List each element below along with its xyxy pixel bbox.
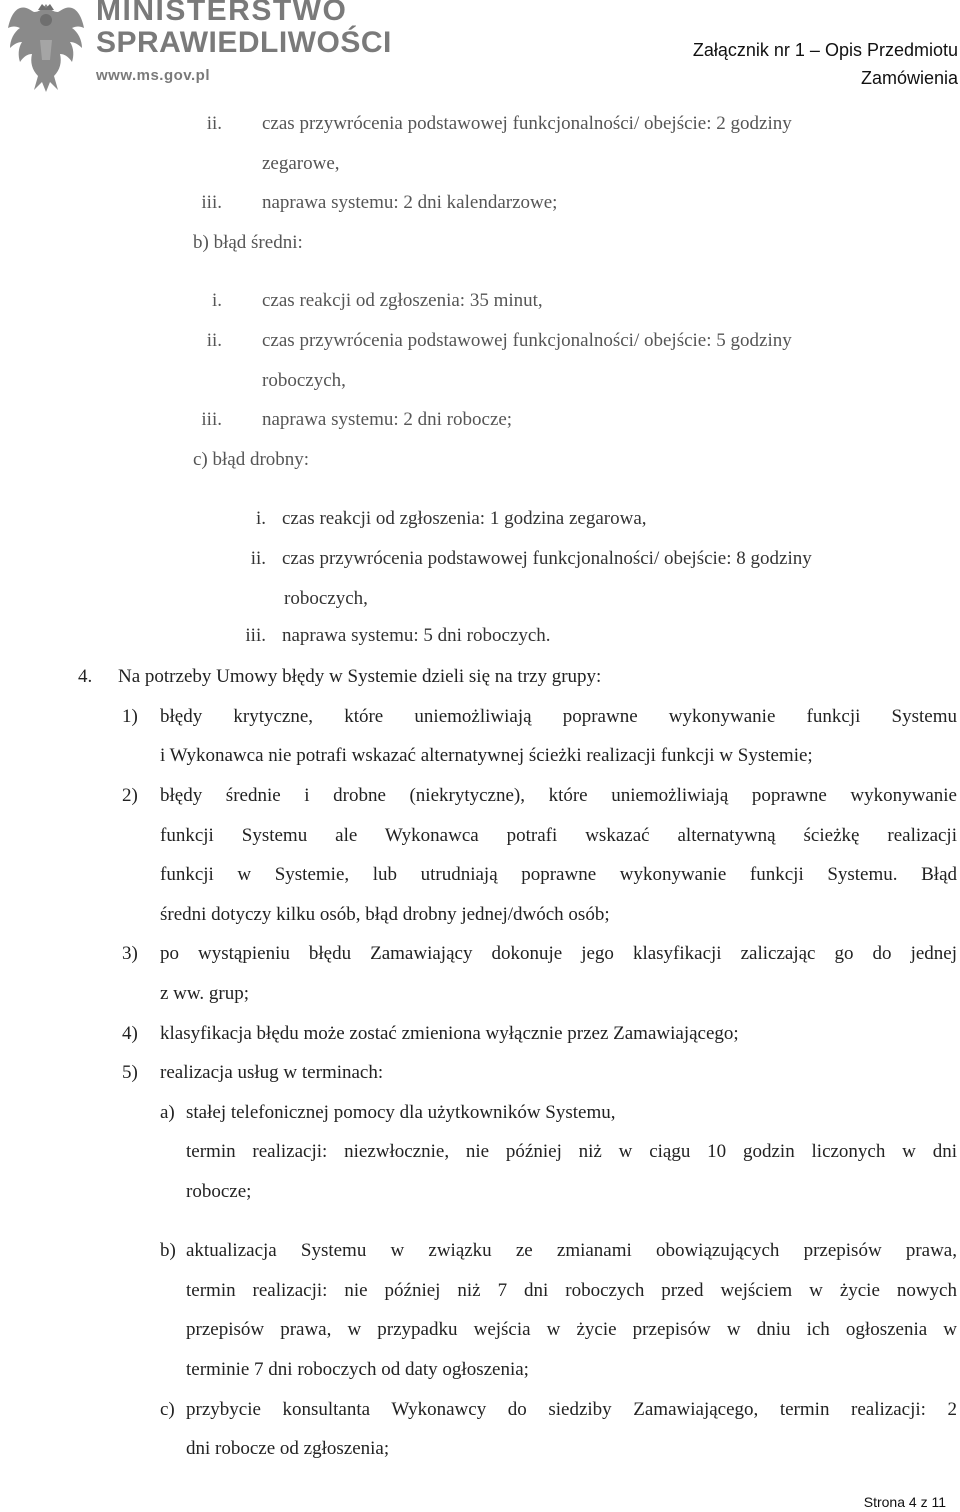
list-item-text: funkcji w Systemie, lub utrudniają poprawne wykonywanie funkcji Systemu. Błąd <box>160 864 957 885</box>
list-item-text: i Wykonawca nie potrafi wskazać alternatywnej ścieżki realizacji funkcji w Systemie; <box>160 745 813 766</box>
sublist-item-text: aktualizacja Systemu w związku ze zmianami obowiązujących przepisów prawa, <box>186 1240 957 1261</box>
list-number: i. <box>255 508 266 529</box>
sublist-item-text: przepisów prawa, w przypadku wejścia w życie przepisów w dniu ich ogłoszenia w <box>186 1319 957 1340</box>
sublist-item-text: terminie 7 dni roboczych od daty ogłoszenia; <box>186 1359 529 1380</box>
list-item-text: czas przywrócenia podstawowej funkcjonalności/ obejście: 5 godziny <box>262 330 792 351</box>
list-item-text: roboczych, <box>262 370 346 391</box>
list-item-text: czas przywrócenia podstawowej funkcjonalności/ obejście: 2 godziny <box>262 113 792 134</box>
list-number: i. <box>211 290 222 311</box>
list-item-text: naprawa systemu: 5 dni roboczych. <box>282 625 551 646</box>
list-item-text: średni dotyczy kilku osób, błąd drobny jednej/dwóch osób; <box>160 904 610 925</box>
sublist-letter: c) <box>160 1399 175 1420</box>
list-number: iii. <box>201 409 222 430</box>
list-number: ii. <box>206 330 222 351</box>
list-item-text: funkcji Systemu ale Wykonawca potrafi wskazać alternatywną ścieżkę realizacji <box>160 825 957 846</box>
list-item-text: z ww. grup; <box>160 983 249 1004</box>
list-item-text: czas reakcji od zgłoszenia: 35 minut, <box>262 290 543 311</box>
document-title-line2: Zamówienia <box>860 68 958 88</box>
document-title <box>658 36 958 92</box>
list-item-text: naprawa systemu: 2 dni kalendarzowe; <box>262 192 558 213</box>
sublist-letter: a) <box>160 1102 175 1123</box>
sublist-item-text: termin realizacji: niezwłocznie, nie później niż w ciągu 10 godzin liczonych w dni <box>186 1141 957 1162</box>
ministry-name-line1: MINISTERSTWO <box>96 0 348 27</box>
list-item-text: roboczych, <box>284 588 368 609</box>
section-intro: Na potrzeby Umowy błędy w Systemie dzieli się na trzy grupy: <box>118 666 602 687</box>
list-number: 4) <box>122 1023 138 1044</box>
sublist-item-text: robocze; <box>186 1181 252 1202</box>
list-number: ii. <box>206 113 222 134</box>
list-item-text: naprawa systemu: 2 dni robocze; <box>262 409 513 430</box>
sublist-item-text: termin realizacji: nie później niż 7 dni roboczych przed wejściem w życie nowych <box>186 1280 957 1301</box>
document-title-line1: Załącznik nr 1 – Opis Przedmiotu <box>692 40 958 60</box>
sublist-item-text: dni robocze od zgłoszenia; <box>186 1438 390 1459</box>
ministry-name-line2: SPRAWIEDLIWOŚCI <box>96 26 392 59</box>
list-item-text: błędy krytyczne, które uniemożliwiają poprawne wykonywanie funkcji Systemu <box>160 706 957 727</box>
list-number: 3) <box>122 943 138 964</box>
list-number: 5) <box>122 1062 138 1083</box>
list-item-text: po wystąpieniu błędu Zamawiający dokonuje jego klasyfikacji zaliczając go do jednej <box>160 943 957 964</box>
list-item-text: błędy średnie i drobne (niekrytyczne), które uniemożliwiają poprawne wykonywanie <box>160 785 957 806</box>
list-item-text: czas reakcji od zgłoszenia: 1 godzina zegarowa, <box>282 508 647 529</box>
subheading-bad-medium: b) błąd średni: <box>193 232 303 253</box>
list-item-text: klasyfikacja błędu może zostać zmieniona wyłącznie przez Zamawiającego; <box>160 1023 739 1044</box>
page-number: Strona 4 z 11 <box>863 1494 946 1510</box>
sublist-item-text: przybycie konsultanta Wykonawcy do siedziby Zamawiającego, termin realizacji: 2 <box>186 1399 957 1420</box>
list-number: 2) <box>122 785 138 806</box>
subheading-bad-minor: c) błąd drobny: <box>193 449 310 470</box>
list-item-text: czas przywrócenia podstawowej funkcjonalności/ obejście: 8 godziny <box>282 548 812 569</box>
eagle-emblem-icon <box>4 0 88 94</box>
section-number: 4. <box>78 666 93 687</box>
ministry-url: www.ms.gov.pl <box>96 67 211 84</box>
sublist-letter: b) <box>160 1240 176 1261</box>
ministry-logo <box>0 0 420 100</box>
list-number: 1) <box>122 706 138 727</box>
list-item-text: realizacja usług w terminach: <box>160 1062 384 1083</box>
list-number: ii. <box>250 548 266 569</box>
sublist-item-text: stałej telefonicznej pomocy dla użytkowników Systemu, <box>186 1102 616 1123</box>
list-number: iii. <box>245 625 266 646</box>
list-number: iii. <box>201 192 222 213</box>
list-item-text: zegarowe, <box>262 153 340 174</box>
